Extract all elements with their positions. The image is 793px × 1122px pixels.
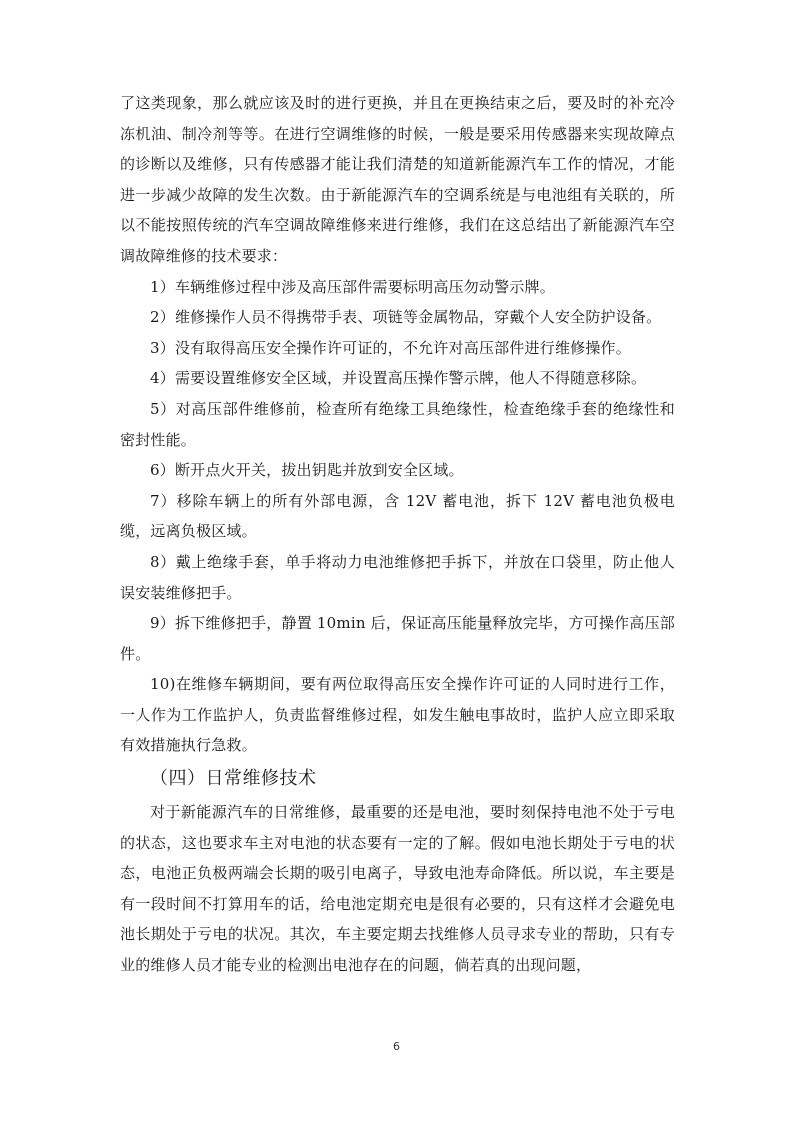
document-page: [120, 88, 675, 981]
requirement-item: 8）戴上绝缘手套，单手将动力电池维修把手拆下，并放在口袋里，防止他人误安装维修把手。: [120, 552, 675, 602]
requirement-item: 2）维修操作人员不得携带手表、项链等金属物品，穿戴个人安全防护设备。: [150, 308, 662, 327]
requirement-item: 1）车辆维修过程中涉及高压部件需要标明高压勿动警示牌。: [150, 277, 555, 296]
section-paragraph: 对于新能源汽车的日常维修，最重要的还是电池，要时刻保持电池不处于亏电的状态，这也要求车主对电池的状态要有一定的了解。假如电池长期处于亏电的状态，电池正负极两端会长期的吸引电离子，导致电池寿命降低。所以说，车主要是有一段时间不打算用车的话，给电池定期充电是很有必要的，只有这样才会避免电池长期处于亏电的状况。其次，车主要定期去找维修人员寻求专业的帮助，只有专业的维修人员才能专业的检测出电池存在的问题，倘若真的出现问题，: [120, 803, 675, 975]
requirement-item: 6）断开点火开关，拔出钥匙并放到安全区域。: [150, 461, 464, 480]
requirements-list: [120, 272, 675, 762]
requirement-item: 9）拆下维修把手，静置 10min 后，保证高压能量释放完毕，方可操作高压部件。: [120, 614, 675, 663]
section-heading: （四）日常维修技术: [150, 768, 317, 790]
requirement-item: 7）移除车辆上的所有外部电源，含 12V 蓄电池，拆下 12V 蓄电池负极电缆，远离负极区域。: [120, 491, 675, 541]
page-number: 6: [393, 1040, 400, 1053]
intro-paragraph: 了这类现象，那么就应该及时的进行更换，并且在更换结束之后，要及时的补充冷冻机油、制冷剂等等。在进行空调维修的时候，一般是要采用传感器来实现故障点的诊断以及维修，只有传感器才能让我们清楚的知道新能源汽车工作的情况，才能进一步减少故障的发生次数。由于新能源汽车的空调系统是与电池组有关联的，所以不能按照传统的汽车空调故障维修来进行维修，我们在这总结出了新能源汽车空调故障维修的技术要求：: [120, 94, 675, 265]
requirement-item: 4）需要设置维修安全区域，并设置高压操作警示牌，他人不得随意移除。: [150, 369, 647, 388]
requirement-item: 3）没有取得高压安全操作许可证的，不允许对高压部件进行维修操作。: [150, 338, 631, 357]
requirement-item: 5）对高压部件维修前，检查所有绝缘工具绝缘性，检查绝缘手套的绝缘性和密封性能。: [120, 399, 675, 449]
requirement-item: 10)在维修车辆期间，要有两位取得高压安全操作许可证的人同时进行工作，一人作为工作监护人，负责监督维修过程，如发生触电事故时，监护人应立即采取有效措施执行急救。: [120, 675, 675, 755]
